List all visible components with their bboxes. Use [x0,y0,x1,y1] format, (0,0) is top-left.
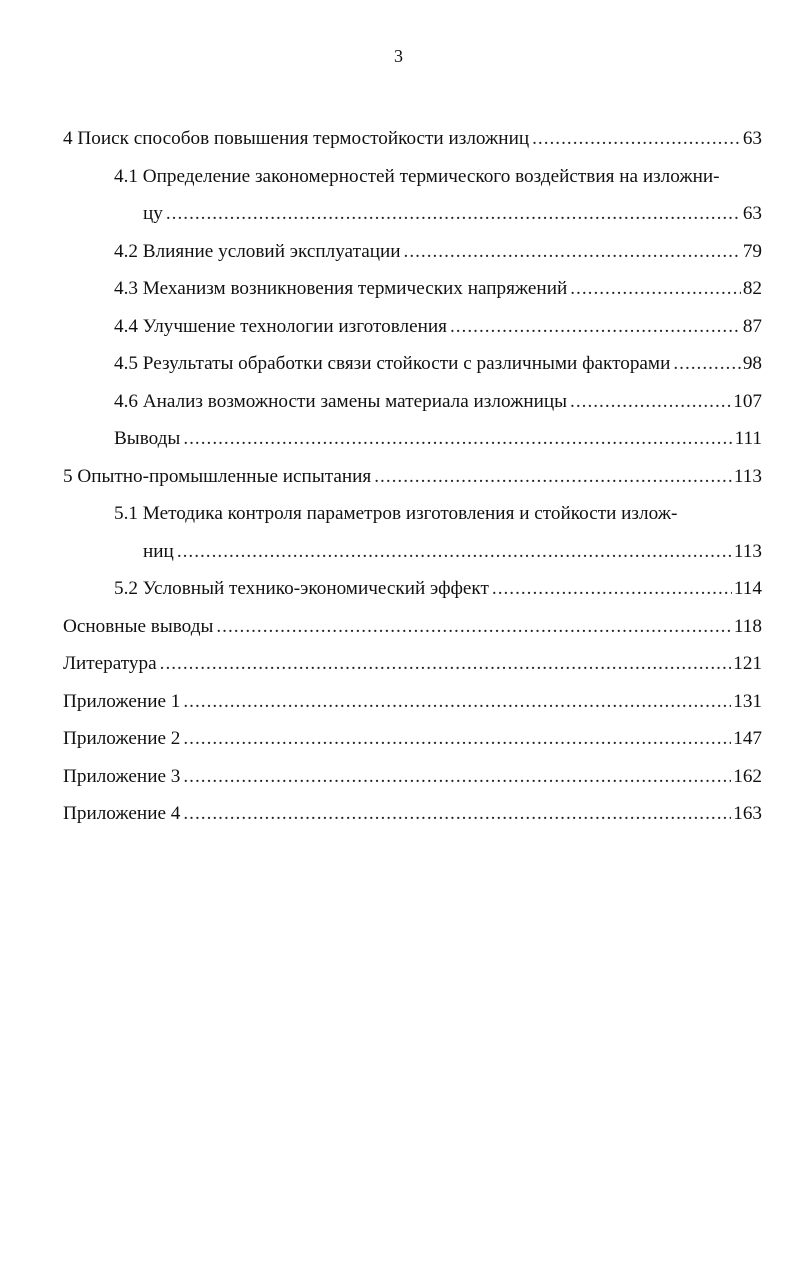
toc-entry-4-2[interactable] [63,233,762,271]
toc-entry-main-conclusions[interactable] [63,608,762,646]
toc-entry-appendix-2[interactable] [63,720,762,758]
page-number: 3 [394,46,403,66]
toc-entry-title: 5.2 Условный технико-экономический эффект [114,578,489,599]
dot-leader [183,720,731,758]
toc-entry-title: Приложение 3 [63,765,181,787]
dot-leader [216,608,732,646]
toc-entry-title-continued: цу [143,203,163,224]
toc-entry-title: 4.1 Определение закономерностей термического воздействия на изложни- [114,165,720,187]
toc-entry-title: 4.3 Механизм возникновения термических напряжений [114,278,568,299]
toc-entry-4-1-line1[interactable] [63,158,762,196]
dot-leader [166,195,741,233]
toc-entry-appendix-1[interactable] [63,683,762,721]
toc-entry-page: 63 [742,203,762,224]
dot-leader [450,308,741,346]
toc-entry-literature[interactable] [63,645,762,683]
toc-entry-appendix-4[interactable] [63,795,762,833]
toc-entry-page: 114 [733,578,762,599]
toc-entry-page: 121 [733,653,762,674]
toc-entry-5-1-line2[interactable] [63,533,762,571]
dot-leader [183,420,732,458]
toc-entry-page: 113 [733,540,762,562]
toc-entry-title: 4.2 Влияние условий эксплуатации [114,240,401,262]
toc-entry-title: Литература [63,653,157,674]
toc-entry-4-5[interactable] [63,345,762,383]
toc-entry-page: 111 [734,428,762,449]
dot-leader [492,570,732,608]
dot-leader [404,233,741,271]
toc-entry-page: 131 [733,690,762,712]
toc-entry-title: Приложение 4 [63,803,181,824]
table-of-contents [63,120,762,833]
toc-entry-title: 4.4 Улучшение технологии изготовления [114,315,447,337]
toc-entry-title: 4 Поиск способов повышения термостойкости изложниц [63,128,530,149]
toc-entry-appendix-3[interactable] [63,758,762,796]
toc-entry-title: 5 Опытно-промышленные испытания [63,465,372,487]
toc-entry-title: 5.1 Методика контроля параметров изготовления и стойкости излож- [114,503,678,524]
toc-entry-page: 82 [742,278,762,299]
toc-entry-page: 107 [733,390,762,412]
toc-entry-title: Приложение 1 [63,690,181,712]
toc-entry-page: 113 [733,465,762,487]
toc-entry-4-6[interactable] [63,383,762,421]
dot-leader [183,795,731,833]
dot-leader [570,270,741,308]
toc-entry-page: 63 [742,128,762,149]
dot-leader [570,383,731,421]
dot-leader [183,758,731,796]
dot-leader [183,683,731,721]
dot-leader [160,645,732,683]
toc-entry-page: 79 [742,240,762,262]
toc-entry-title: Приложение 2 [63,728,181,749]
toc-entry-page: 147 [733,728,762,749]
toc-entry-4-4[interactable] [63,308,762,346]
toc-entry-5[interactable] [63,458,762,496]
toc-entry-page: 162 [733,765,762,787]
toc-entry-page: 163 [733,803,762,824]
dot-leader [374,458,732,496]
toc-entry-title: 4.5 Результаты обработки связи стойкости с различными факторами [114,353,671,374]
toc-entry-4[interactable] [63,120,762,158]
toc-entry-page: 87 [742,315,762,337]
dot-leader [532,120,741,158]
toc-entry-4-conclusions[interactable] [63,420,762,458]
toc-entry-page: 98 [742,353,762,374]
toc-entry-title: Основные выводы [63,615,214,637]
toc-entry-4-1-line2[interactable] [63,195,762,233]
dot-leader [177,533,732,571]
toc-entry-4-3[interactable] [63,270,762,308]
toc-entry-title: Выводы [114,428,181,449]
toc-entry-page: 118 [733,615,762,637]
dot-leader [673,345,740,383]
toc-entry-5-1-line1[interactable] [63,495,762,533]
toc-entry-5-2[interactable] [63,570,762,608]
toc-entry-title-continued: ниц [143,540,174,562]
toc-entry-title: 4.6 Анализ возможности замены материала изложницы [114,390,568,412]
